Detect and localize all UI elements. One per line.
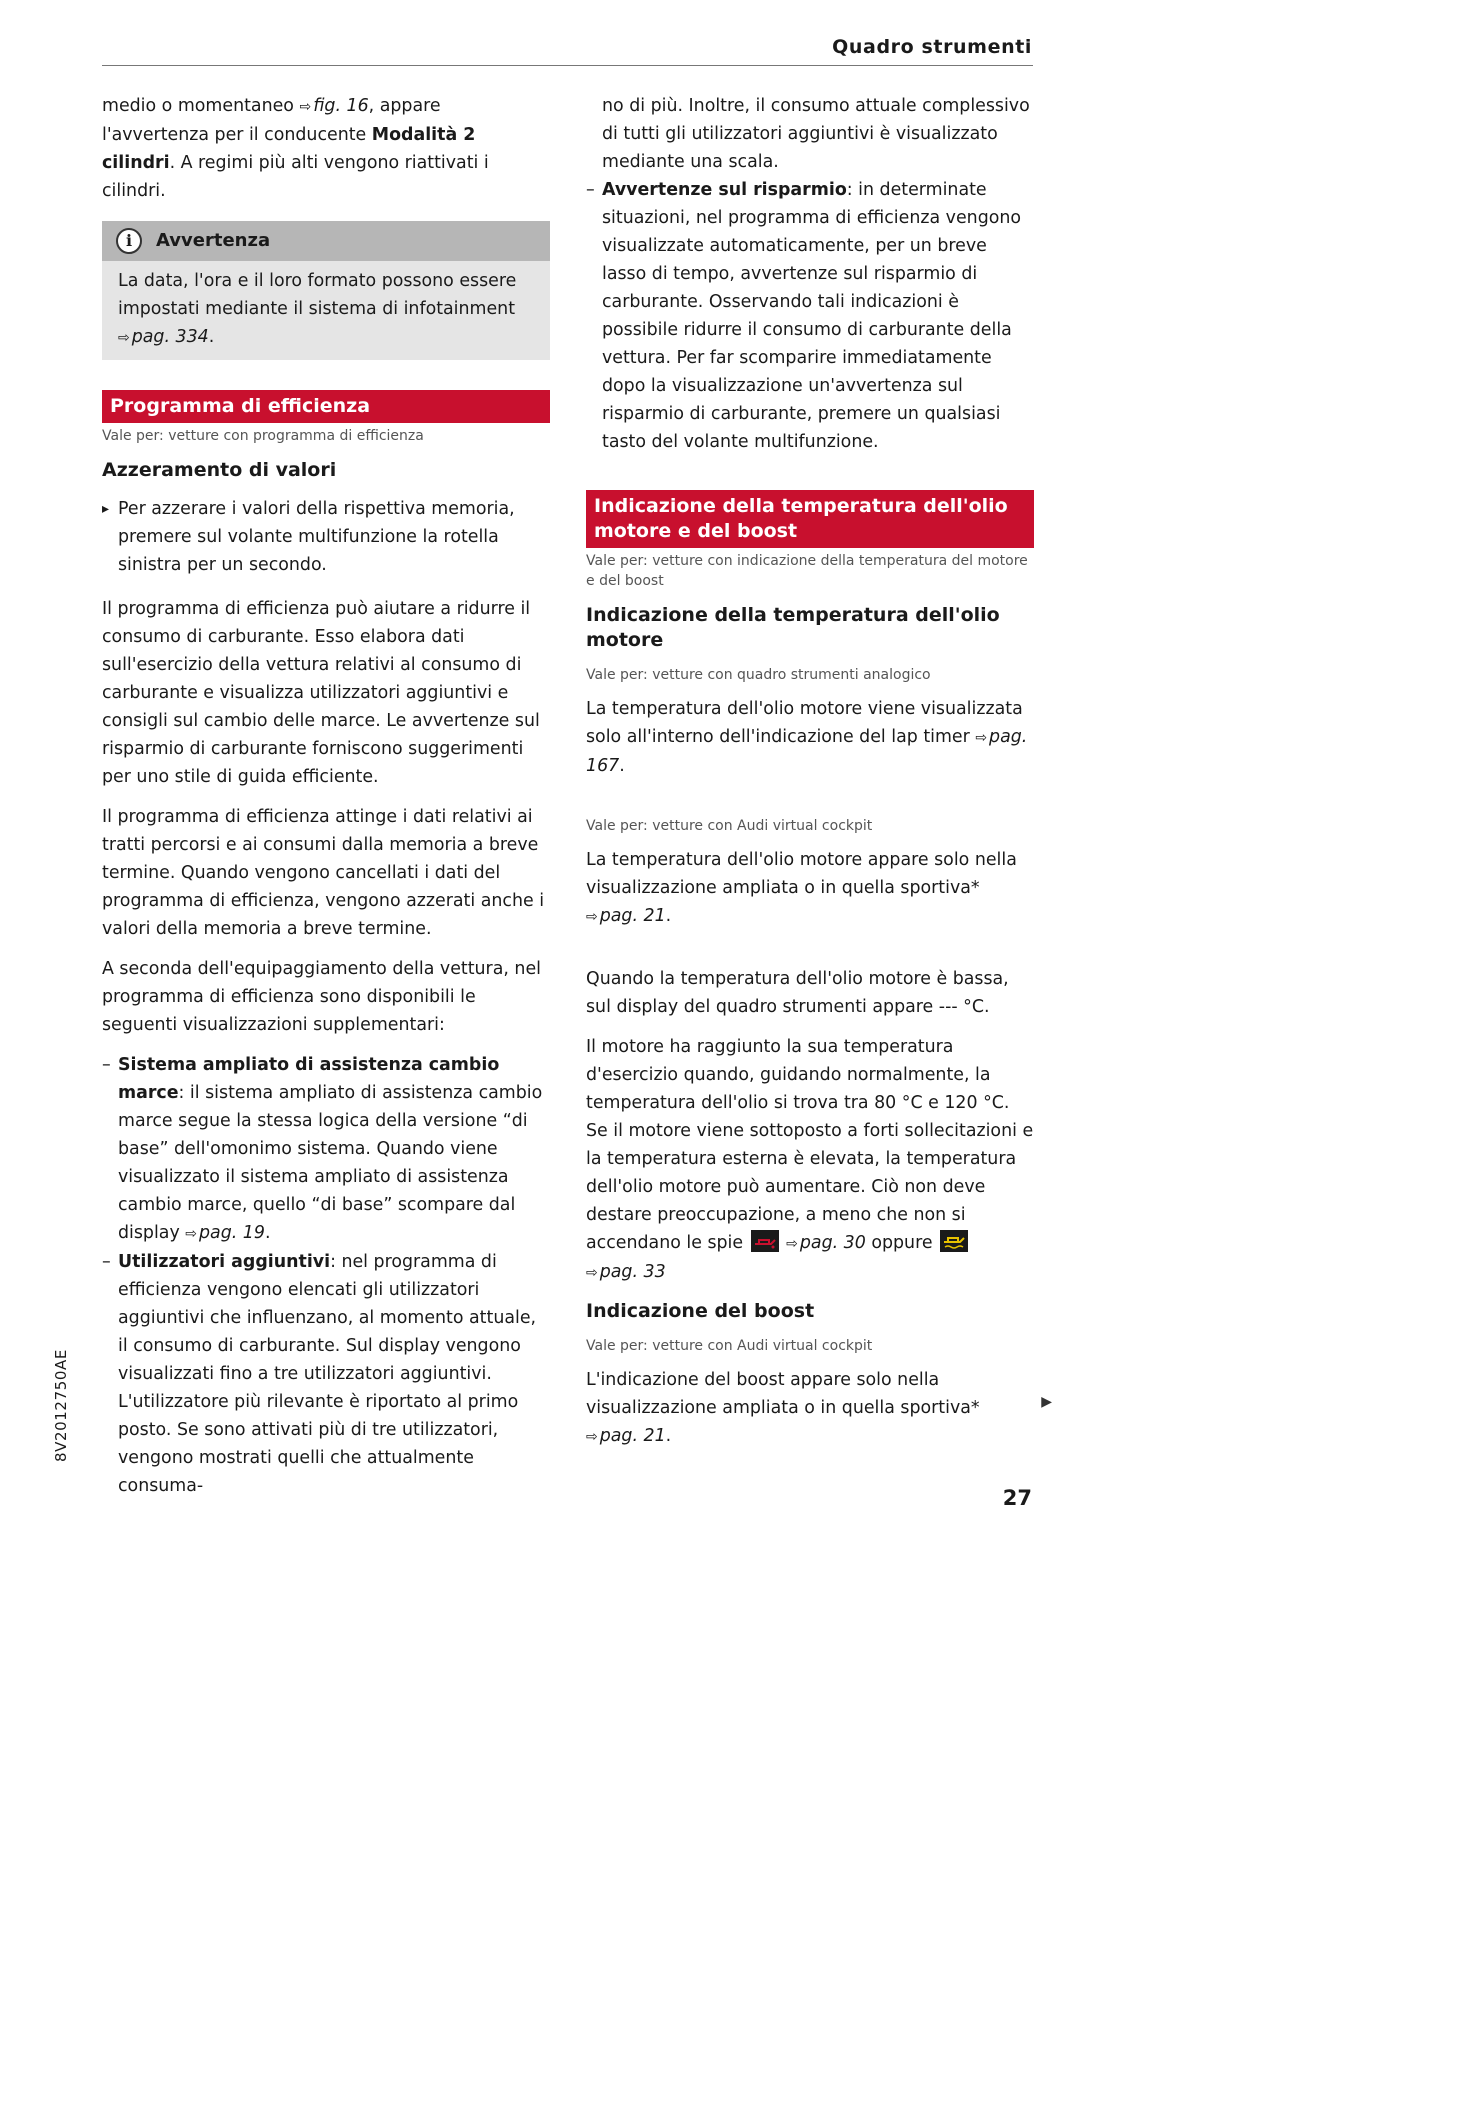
intro-paragraph: medio o momentaneo ⇨ fig. 16, appare l'avvertenza per il conducente Modalità 2 cilindri. A regimi più alti vengono riattivati i cilindri. [102,96,489,201]
page-reference[interactable]: pag. 19 [199,1223,265,1243]
running-header: Quadro strumenti [832,36,1032,58]
list-term: Sistema ampliato di assistenza cambio marce [118,1055,500,1103]
reference-arrow-icon: ⇨ [299,99,312,115]
driver-message: Modalità 2 cilindri [102,125,476,173]
header-rule [102,65,1033,66]
section-title: Programma di efficienza [102,390,550,423]
section-title: Indicazione della temperatura dell'olio motore e del boost [586,490,1034,548]
reference-arrow-icon: ⇨ [586,1429,598,1445]
page-reference[interactable]: pag. 33 [599,1262,666,1282]
paragraph: Il programma di efficienza può aiutare a ridurre il consumo di carburante. Esso elabora dati sull'esercizio della vettura relativi al consumo di carburante e visualizza utilizzatori aggiuntivi e consigli sul cambio delle marce. Le avvertenze sul risparmio di carburante forniscono suggerimenti per uno stile di guida efficiente. [102,599,540,787]
paragraph: A seconda dell'equipaggiamento della vettura, nel programma di efficienza sono disponibili le seguenti visualizzazioni supplementari: [102,959,541,1035]
paragraph: La temperatura dell'olio motore appare solo nella visualizzazione ampliata o in quella sportiva* ⇨ pag. 21. [586,850,1017,926]
document-code: 8V2012750AE [52,1349,70,1462]
reference-arrow-icon: ⇨ [975,730,988,746]
paragraph: La temperatura dell'olio motore viene visualizzata solo all'interno dell'indicazione del lap timer ⇨ pag. 167. [586,699,1028,776]
instruction-step: ▸ Per azzerare i valori della rispettiva memoria, premere sul volante multifunzione la rotella sinistra per un secondo. [102,495,550,579]
reference-arrow-icon: ⇨ [185,1226,198,1242]
continue-arrow-icon: ▶ [1041,1394,1052,1410]
page-number: 27 [1002,1486,1032,1510]
paragraph: Il programma di efficienza attinge i dati relativi ai tratti percorsi e ai consumi dalla memoria a breve termine. Quando vengono cancellati i dati del programma di efficienza, vengono azzerati anche i valori della memoria a breve termine. [102,807,545,939]
subheading: Indicazione del boost [586,1300,815,1322]
note-text: La data, l'ora e il loro formato possono essere impostati mediante il sistema di infotainment ⇨ pag. 334. [118,271,517,347]
oil-temperature-warning-icon [751,1230,779,1252]
list-item: – Sistema ampliato di assistenza cambio marce: il sistema ampliato di assistenza cambio marce segue la stessa logica della versione “di base” dell'omonimo sistema. Quando viene visualizzato il sistema ampliato di assistenza cambio marce, quello “di base” scompare dal display ⇨ pag. 19. [102,1055,543,1243]
paragraph: Quando la temperatura dell'olio motore è bassa, sul display del quadro strumenti appare --- °C. [586,969,1009,1017]
subheading: Indicazione della temperatura dell'olio motore [586,604,1000,651]
note-box [102,221,550,360]
page-reference[interactable]: pag. 21 [599,906,666,926]
oil-level-warning-icon [940,1230,968,1252]
applies-to: Vale per: vetture con Audi virtual cockpit [586,818,873,834]
page-reference[interactable]: pag. 21 [599,1426,666,1446]
applies-to: Vale per: vetture con Audi virtual cockpit [586,1338,873,1354]
reference-arrow-icon: ⇨ [586,1265,598,1281]
list-item: – Avvertenze sul risparmio: in determinate situazioni, nel programma di efficienza vengono visualizzate automaticamente, per un breve lasso di tempo, avvertenze sul risparmio di carburante. Osservando tali indicazioni è possibile ridurre il consumo di carburante della vettura. Per far scomparire immediatamente dopo la visualizzazione un'avvertenza sul risparmio di carburante, premere un qualsiasi tasto del volante multifunzione. [586,180,1022,452]
reference-arrow-icon: ⇨ [786,1236,798,1252]
figure-reference[interactable]: fig. 16 [313,96,369,116]
page-reference[interactable]: pag. 167 [586,727,1028,776]
note-title: Avvertenza [156,230,271,251]
applies-to: Vale per: vetture con quadro strumenti analogico [586,667,931,683]
subheading: Azzeramento di valori [102,459,337,481]
reference-arrow-icon: ⇨ [586,909,598,925]
applies-to: Vale per: vetture con programma di efficienza [102,428,424,444]
applies-to: Vale per: vetture con indicazione della temperatura del motore e del boost [586,553,1028,589]
list-term: Utilizzatori aggiuntivi [118,1252,331,1272]
paragraph: L'indicazione del boost appare solo nella visualizzazione ampliata o in quella sportiva* ⇨ pag. 21. [586,1370,980,1446]
page-reference[interactable]: pag. 334 [131,327,209,347]
note-header [102,221,550,261]
right-column [586,92,1034,1463]
paragraph: Il motore ha raggiunto la sua temperatura d'esercizio quando, guidando normalmente, la temperatura dell'olio si trova tra 80 °C e 120 °C. Se il motore viene sottoposto a forti sollecitazioni e la temperatura esterna è elevata, la temperatura dell'olio motore può aumentare. Ciò non deve destare preoccupazione, a meno che non si accendano le spie ⇨ pag. 30 oppure ⇨ pag. 33 [586,1037,1034,1282]
reference-arrow-icon: ⇨ [118,330,130,346]
info-icon: i [116,228,142,254]
page-reference[interactable]: pag. 30 [799,1233,866,1253]
left-column [102,92,550,1500]
list-continuation: no di più. Inoltre, il consumo attuale complessivo di tutti gli utilizzatori aggiuntivi è visualizzato mediante una scala. [602,96,1030,172]
list-term: Avvertenze sul risparmio [602,180,847,200]
list-item: – Utilizzatori aggiuntivi: nel programma di efficienza vengono elencati gli utilizzatori aggiuntivi che influenzano, al momento attuale, il consumo di carburante. Sul display vengono visualizzati fino a tre utilizzatori aggiuntivi. L'utilizzatore più rilevante è riportato al primo posto. Se sono attivati più di tre utilizzatori, vengono mostrati quelli che attualmente consuma- [102,1252,537,1496]
